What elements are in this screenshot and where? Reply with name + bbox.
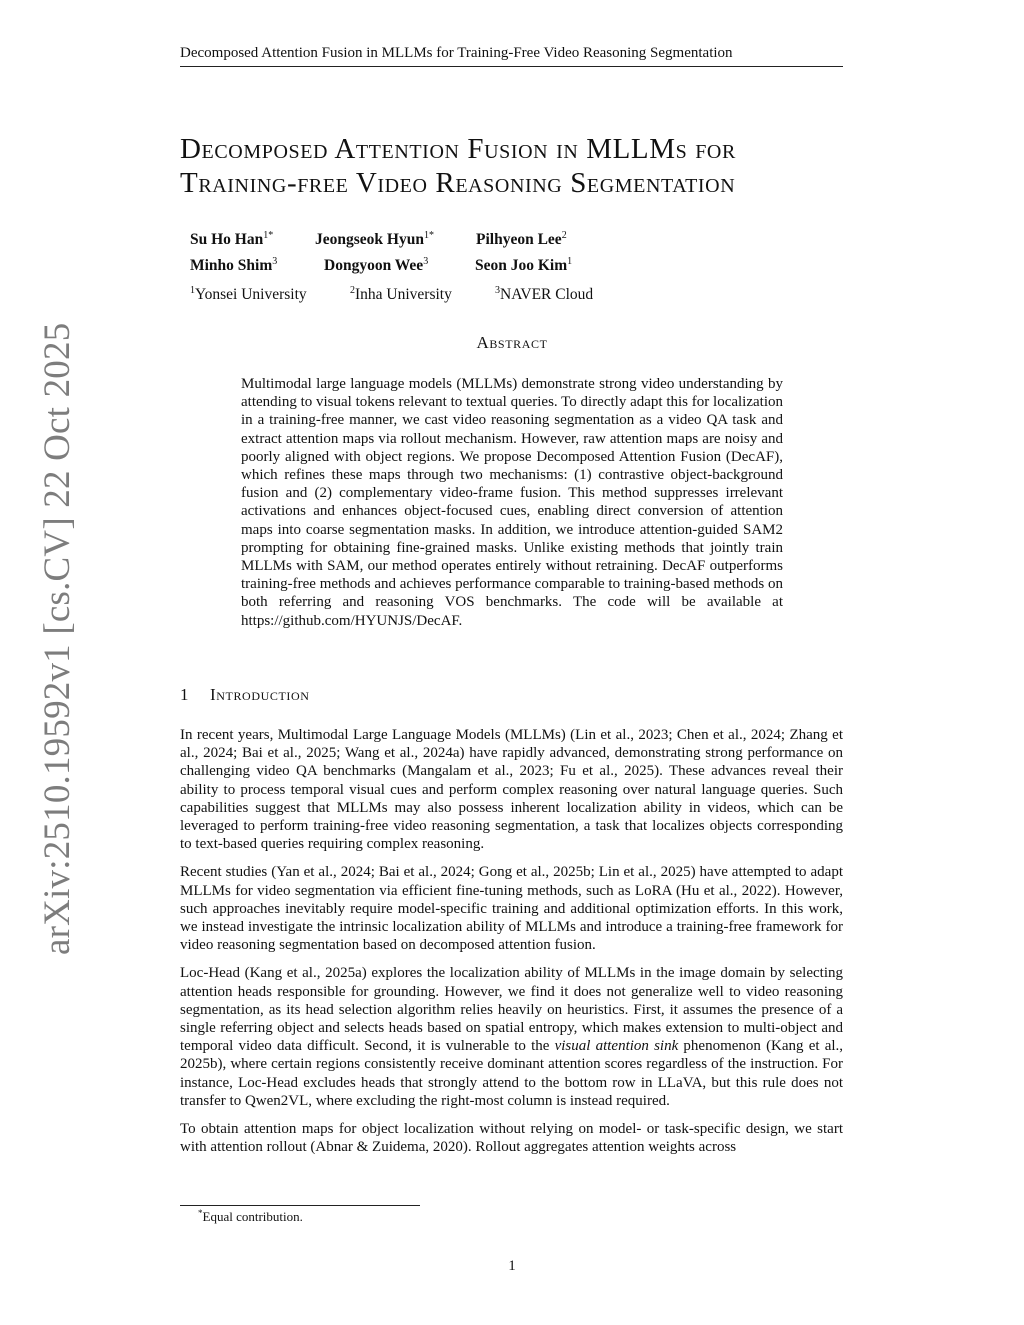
author-mark: 1 — [567, 256, 573, 267]
author-mark: 1* — [263, 230, 274, 241]
affiliation-name: Yonsei University — [195, 286, 307, 303]
italic-term: visual attention sink — [554, 1038, 679, 1055]
author-mark: 2 — [561, 230, 567, 241]
affiliation-mark: 1 — [190, 285, 195, 296]
footnote-divider — [180, 1205, 420, 1206]
abstract-heading: Abstract — [476, 333, 548, 352]
affiliation-name: NAVER Cloud — [500, 286, 594, 303]
introduction-body — [180, 726, 843, 1166]
author-name: Su Ho Han — [190, 231, 264, 248]
affiliation — [495, 282, 593, 308]
footnote-mark: * — [198, 1208, 203, 1218]
affiliation — [350, 282, 452, 308]
running-header: Decomposed Attention Fusion in MLLMs for Training-Free Video Reasoning Segmentation — [180, 44, 843, 67]
affiliation-mark: 2 — [350, 285, 355, 296]
affiliation-mark: 3 — [495, 285, 500, 296]
author — [315, 227, 434, 253]
author-name: Dongyoon Wee — [324, 257, 424, 274]
abstract-text: Multimodal large language models (MLLMs) demonstrate strong video understanding by attending to visual tokens relevant to textual queries. To directly adapt this for localization in a training-free manner, we cast video reasoning segmentation as a video QA task and extract attention maps via rollout mechanism. However, raw attention maps are noisy and poorly aligned with object regions. We propose Decomposed Attention Fusion (DecAF), which refines these maps through two mechanisms: (1) contrastive object-background fusion and (2) complementary video-frame fusion. This method suppresses irrelevant activations and enhances object-focused cues, enabling direct conversion of attention maps into coarse segmentation masks. In addition, we introduce attention-guided SAM2 prompting for obtaining fine-grained masks. Unlike existing methods that jointly train MLLMs with SAM, our method operates entirely without retraining. DecAF outperforms training-free methods and achieves performance comparable to training-based methods on both referring and reasoning VOS benchmarks. The code will be available at https://github.com/HYUNJS/DecAF. — [241, 376, 783, 629]
author — [324, 253, 428, 279]
paragraph: In recent years, Multimodal Large Language Models (MLLMs) (Lin et al., 2023; Chen et al., 2024; Zhang et al., 2024; Bai et al., 2025; Wang et al., 2024a) have rapidly advanced, demonstrating strong performance on challenging video QA benchmarks (Mangalam et al., 2023; Fu et al., 2025). These advances reveal their ability to process temporal visual cues and perform complex reasoning over natural language queries. Such capabilities suggest that MLLMs may also possess inherent localization ability in videos, which can be leveraged to perform training-free video reasoning segmentation, a task that localizes objects corresponding to text-based queries requiring complex reasoning. — [180, 727, 843, 853]
footnote — [198, 1209, 303, 1225]
author-mark: 3 — [272, 256, 278, 267]
author-mark: 3 — [423, 256, 429, 267]
author-name: Pilhyeon Lee — [476, 231, 562, 248]
section-heading-introduction — [180, 685, 310, 705]
author-mark: 1* — [423, 230, 434, 241]
author — [190, 253, 277, 279]
author — [475, 253, 572, 279]
page-number: 1 — [508, 1258, 516, 1274]
author — [190, 227, 273, 253]
paper-title-line-2: Training-free Video Reasoning Segmentation — [180, 167, 736, 199]
section-number: 1 — [180, 685, 190, 704]
section-title: Introduction — [210, 685, 310, 704]
author-name: Jeongseok Hyun — [315, 231, 424, 248]
author-name: Seon Joo Kim — [475, 257, 568, 274]
author-name: Minho Shim — [190, 257, 273, 274]
paragraph-text: phenomenon (Kang et al., 2025b), where certain regions consistently receive dominant attention scores regardless of the instruction. For instance, Loc-Head excludes heads that strongly attend to the bottom row in LLaVA, but this rule does not transfer to Qwen2VL, where excluding the right-most column is instead required. — [180, 1038, 844, 1109]
paragraph: To obtain attention maps for object localization without relying on model- or task-specific design, we start with attention rollout (Abnar & Zuidema, 2020). Rollout aggregates attention weights across — [180, 1121, 843, 1156]
paragraph: Recent studies (Yan et al., 2024; Bai et al., 2024; Gong et al., 2025b; Lin et al., 2025) have attempted to adapt MLLMs for video segmentation via efficient fine-tuning methods, such as LoRA (Hu et al., 2022). However, such approaches inevitably require model-specific training and additional optimization efforts. In this work, we instead investigate the intrinsic localization ability of MLLMs and introduce a training-free framework for video reasoning segmentation based on decomposed attention fusion. — [180, 864, 843, 954]
paper-title-line-1: Decomposed Attention Fusion in MLLMs for — [180, 133, 736, 165]
footnote-text: Equal contribution. — [202, 1209, 303, 1224]
paper-title — [180, 132, 860, 200]
arxiv-identifier-stamp: arXiv:2510.19592v1 [cs.CV] 22 Oct 2025 — [37, 322, 78, 955]
affiliation-name: Inha University — [355, 286, 452, 303]
author — [476, 227, 567, 253]
affiliation — [190, 282, 307, 308]
paragraph — [180, 964, 843, 1110]
paragraph-text: Loc-Head (Kang et al., 2025a) explores the localization ability of MLLMs in the image domain by selecting attention heads responsible for grounding. However, we find it does not generalize well to video reasoning segmentation, as its head selection algorithm relies heavily on heuristics. First, it assumes the presence of a single referring object and selects heads based on spatial entropy, which makes extension to multi-object and temporal video data difficult. Second, it is vulnerable to the — [180, 965, 843, 1055]
